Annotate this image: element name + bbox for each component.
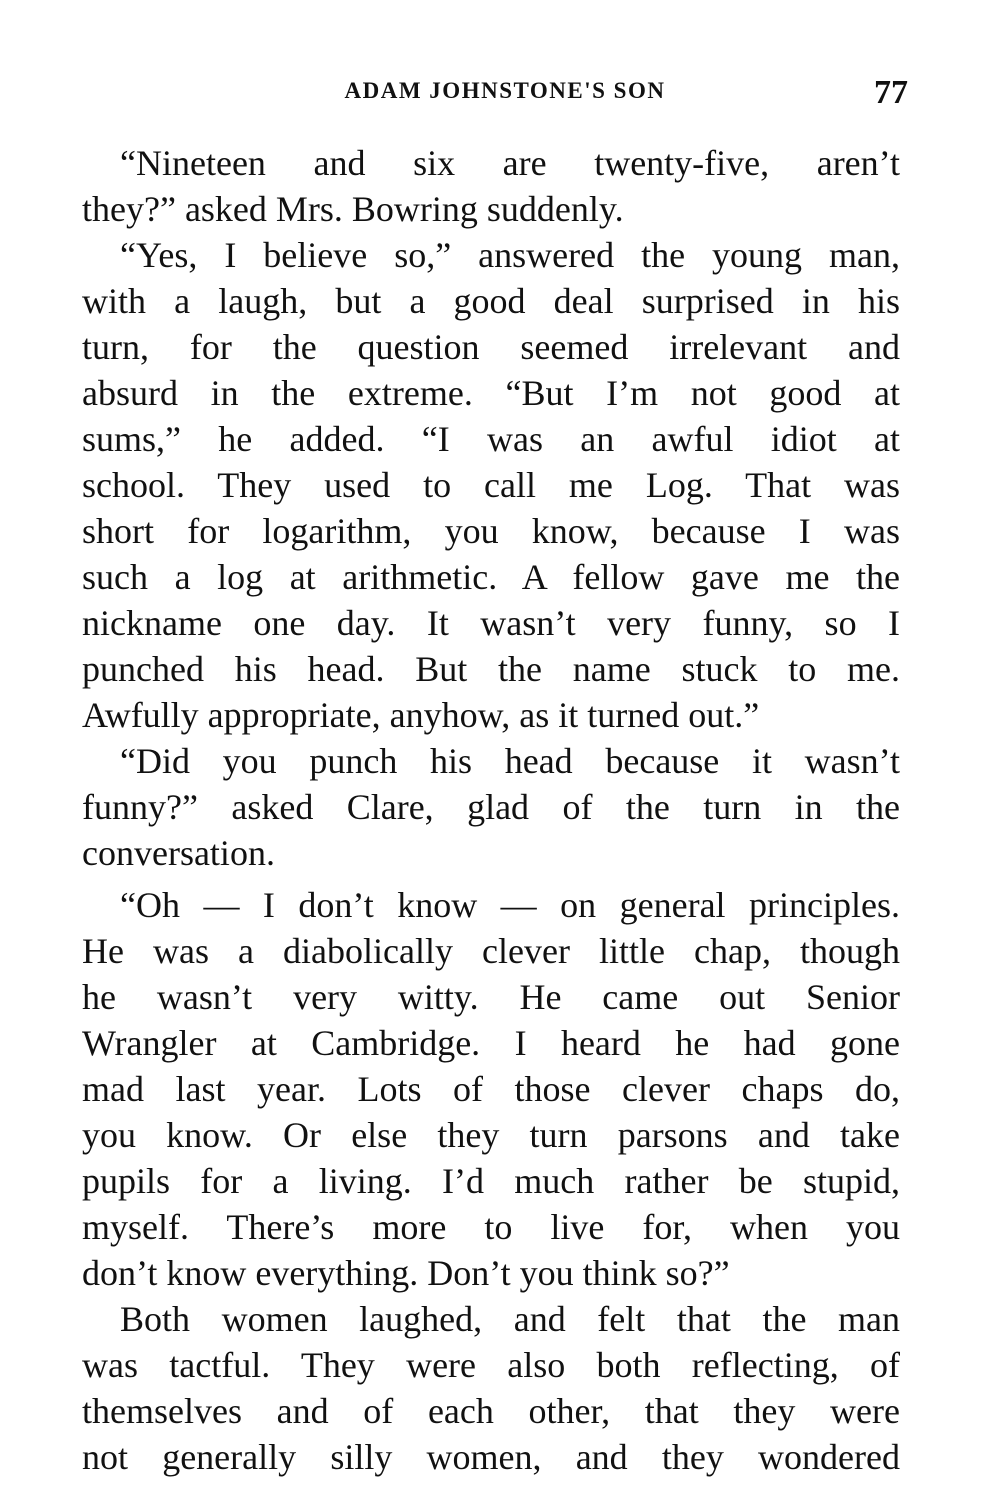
- text-line: themselves and of each other, that they were: [82, 1391, 900, 1431]
- text-line: Awfully appropriate, anyhow, as it turned out.”: [82, 695, 760, 735]
- text-line: Wrangler at Cambridge. I heard he had gone: [82, 1023, 900, 1063]
- text-line: not generally silly women, and they wondered: [82, 1437, 900, 1477]
- text-line: myself. There’s more to live for, when you: [82, 1207, 900, 1247]
- text-line: school. They used to call me Log. That was: [82, 465, 900, 505]
- text-line: conversation.: [82, 833, 275, 873]
- text-line: short for logarithm, you know, because I was: [82, 511, 900, 551]
- text-line: “Did you punch his head because it wasn’t: [120, 741, 900, 781]
- text-line: was tactful. They were also both reflecting, of: [82, 1345, 900, 1385]
- text-line: he wasn’t very witty. He came out Senior: [82, 977, 900, 1017]
- text-line: don’t know everything. Don’t you think so?”: [82, 1253, 730, 1293]
- paragraph: [82, 738, 900, 876]
- text-line: “Nineteen and six are twenty-five, aren’t: [120, 143, 900, 183]
- text-line: “Oh — I don’t know — on general principles.: [120, 885, 900, 925]
- text-line: they?” asked Mrs. Bowring suddenly.: [82, 189, 624, 229]
- text-line: pupils for a living. I’d much rather be stupid,: [82, 1161, 900, 1201]
- paragraph: [82, 140, 900, 232]
- text-line: funny?” asked Clare, glad of the turn in the: [82, 787, 900, 827]
- running-title: ADAM JOHNSTONE'S SON: [344, 78, 666, 103]
- text-line: mad last year. Lots of those clever chaps do,: [82, 1069, 900, 1109]
- text-line: He was a diabolically clever little chap, though: [82, 931, 900, 971]
- text-line: nickname one day. It wasn’t very funny, so I: [82, 603, 900, 643]
- page-number: 77: [874, 74, 908, 111]
- text-line: turn, for the question seemed irrelevant and: [82, 327, 900, 367]
- text-line: absurd in the extreme. “But I’m not good at: [82, 373, 900, 413]
- text-line: punched his head. But the name stuck to me.: [82, 649, 900, 689]
- text-line: Both women laughed, and felt that the man: [120, 1299, 900, 1339]
- paragraph: [82, 232, 900, 738]
- body-text: [82, 140, 900, 1480]
- running-header: [82, 74, 908, 114]
- text-line: you know. Or else they turn parsons and take: [82, 1115, 900, 1155]
- text-line: sums,” he added. “I was an awful idiot at: [82, 419, 900, 459]
- paragraph: [82, 1296, 900, 1480]
- text-line: such a log at arithmetic. A fellow gave me the: [82, 557, 900, 597]
- text-line: “Yes, I believe so,” answered the young man,: [120, 235, 900, 275]
- paragraph: [82, 882, 900, 1296]
- text-line: with a laugh, but a good deal surprised in his: [82, 281, 900, 321]
